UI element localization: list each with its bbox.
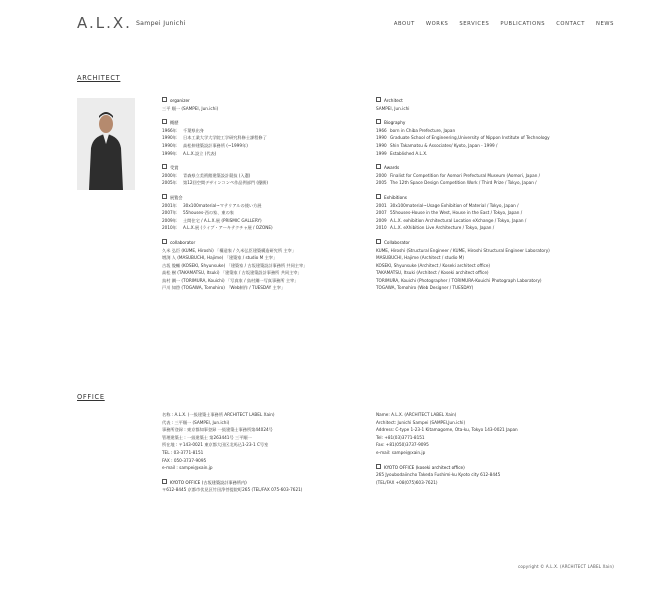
awards-jp-heading: 受賞 bbox=[162, 164, 362, 172]
exhibition-en-row: 2007 55houses-House in the West, House in the East / Tokyo, Japan / bbox=[376, 210, 523, 216]
organizer-block bbox=[162, 97, 362, 112]
awards-en-block bbox=[376, 164, 576, 187]
logo-subtitle: Sampei Junichi bbox=[135, 20, 186, 27]
biography-row: 1966 born in Chiba Prefecture, Japan bbox=[376, 127, 456, 133]
office-en-line: Name: A.L.X. (ARCHITECT LABEL Xain) bbox=[376, 412, 457, 417]
profile-row: 1990年 日本工業大学大学院工学研究科修士課程修了 bbox=[162, 135, 267, 141]
office-en-block bbox=[376, 411, 576, 457]
profile-row: 1999年 A.L.X.設立 (代表) bbox=[162, 150, 217, 156]
exhibition-row: 2001年 30x100material~マテリアルの使い方展 bbox=[162, 202, 262, 208]
collaborator-row: 増渕 人 (MASUBUCHI, Hajime) 「建築家 / studio M 主宰」 bbox=[162, 255, 278, 261]
office-jp-line: FAX : 050-3737-9095 bbox=[162, 457, 207, 463]
nav-publications[interactable]: PUBLICATIONS bbox=[500, 21, 546, 27]
nav-news[interactable]: NEWS bbox=[596, 21, 614, 27]
kyoto-en-line: (TEL/FAX +08(075)603-7621) bbox=[376, 479, 438, 485]
office-en-column bbox=[376, 411, 576, 493]
office-jp-line: 管理建築士 : 一級建築士 第263441号 三平順一 bbox=[162, 434, 252, 440]
architect-portrait bbox=[77, 98, 135, 190]
office-en-line: Tel: +81(03)3771-8151 bbox=[376, 434, 425, 440]
collaborator-en-row: MASUBUCHI, Hajime (Architect / studio M) bbox=[376, 255, 465, 261]
exhibition-en-row: 2010 A.L.X. eXhibition Live Architecture / Tokyo, Japan / bbox=[376, 225, 495, 231]
exhibitions-en-heading: Exhibitions bbox=[376, 194, 576, 202]
architect-section-title: ARCHITECT bbox=[77, 74, 121, 82]
kyoto-en-line: 265 Jyoubodaiincho Takeda Fushimi-ku Kyoto city 612-8445 bbox=[376, 472, 501, 478]
award-en-row: 2005 The 12th Space Design Competition Work / Third Prize / Tokyo, Japan / bbox=[376, 180, 537, 186]
office-jp-block bbox=[162, 411, 362, 472]
collaborator-en-block bbox=[376, 239, 576, 292]
biography-row: 1990 Shin Takamatsu & Associates/ Kyoto, Japan - 1999 / bbox=[376, 142, 498, 148]
organizer-heading: organizer bbox=[162, 97, 362, 105]
exhibitions-jp-block bbox=[162, 194, 362, 232]
portrait-image bbox=[77, 98, 135, 190]
nav-contact[interactable]: CONTACT bbox=[556, 21, 586, 27]
biography-block bbox=[376, 119, 576, 157]
exhibition-en-row: 2009 A.L.X. exhibition Architectural Location eXchange / Tokyo, Japan / bbox=[376, 217, 527, 223]
exhibition-row: 2010年 A.L.X.展 (ライブ・アーキテクチャ展 / OZONE) bbox=[162, 225, 273, 231]
nav-about[interactable]: ABOUT bbox=[393, 21, 415, 27]
collaborator-jp-heading: collaborator bbox=[162, 239, 362, 247]
office-jp-line: 代表 : 三平順一 (SAMPEI, Jun.ichi) bbox=[162, 419, 230, 425]
award-row: 2005年 第12回空間デザインコンペ作品例部門 (優勝) bbox=[162, 180, 269, 186]
office-jp-line: 名称 : A.L.X. (一級建築士事務所 ARCHITECT LABEL Xain) bbox=[162, 412, 275, 417]
awards-en-heading: Awards bbox=[376, 164, 576, 172]
collaborator-row: 高松 樹 (TAKAMATSU, Itsuki) 「建築家 / 古坂建築設計事務所 共同主宰」 bbox=[162, 270, 302, 276]
award-en-row: 2000 Finalist for Competition for Aomori Prefectural Museum (Aomori, Japan / bbox=[376, 172, 541, 178]
collaborator-row: 戸川 知啓 (TOGAWA, Tomohiro) 「Web制作 / TUESDAY 主宰」 bbox=[162, 285, 286, 291]
architect-en-heading: Architect bbox=[376, 97, 576, 105]
collaborator-row: 古坂 俊輔 (KOSEKI, Shyunsuke) 「建築家 / 古坂建築設計事務所 共同主宰」 bbox=[162, 262, 308, 268]
exhibitions-jp-heading: 展覧会 bbox=[162, 194, 362, 202]
office-jp-line: TEL : 03-3771-8151 bbox=[162, 449, 204, 455]
site-header bbox=[77, 16, 614, 36]
collaborator-row: 久米 弘臣 (KUME, Hiroshi) 「構造家 / 久米弘臣建築構造研究所 主宰」 bbox=[162, 247, 296, 253]
copyright: copyright © A.L.X. (ARCHITECT LABEL Xain) bbox=[518, 564, 614, 569]
collaborator-en-row: KOSEKI, Shyunsuke (Architect / Koseki architect office) bbox=[376, 262, 491, 268]
logo-text[interactable]: A.L.X. bbox=[77, 14, 132, 32]
architect-jp-column bbox=[162, 97, 362, 299]
profile-heading: 概歴 bbox=[162, 119, 362, 127]
organizer-name: 三平 順一 (SAMPEI, Jun.ichi) bbox=[162, 105, 219, 111]
collaborator-en-row: KUME, Hiroshi (Structural Engineer / KUME, Hiroshi Structural Engineer Laboratory) bbox=[376, 247, 550, 253]
profile-block bbox=[162, 119, 362, 157]
kyoto-jp-line: 〒612-8445 京都市伏見区竹田浄菩提院町265 (TEL/FAX 075-603-7621) bbox=[162, 487, 303, 493]
office-jp-column bbox=[162, 411, 362, 501]
exhibition-row: 2007年 55houses-西の家、東の家 bbox=[162, 210, 234, 216]
profile-row: 1966年 千葉県出身 bbox=[162, 127, 204, 133]
collaborator-en-row: TORIMURA, Kouichi (Photographer / TORIMURA-Kouichi Photograph Laboratory) bbox=[376, 277, 542, 283]
kyoto-en-heading: KYOTO OFFICE (koseki architect office) bbox=[376, 464, 576, 472]
architect-en-block bbox=[376, 97, 576, 112]
architect-en-name: SAMPEI, Jun.ichi bbox=[376, 105, 410, 111]
office-jp-email[interactable]: e-mail : sampei@xain.jp bbox=[162, 465, 213, 471]
nav-services[interactable]: SERVICES bbox=[459, 21, 490, 27]
office-jp-line: 事務所登録 : 東京都知事登録 一級建築士事務所第44024号 bbox=[162, 427, 273, 433]
profile-row: 1990年 高松伸建築設計事務所 (~1999年) bbox=[162, 142, 248, 148]
biography-heading: Biography bbox=[376, 119, 576, 127]
exhibition-en-row: 2001 30x100material~Usage Exhibition of Material / Tokyo, Japan / bbox=[376, 202, 519, 208]
biography-row: 1990 Graduate School of Engineering,University of Nippon Institute of Technology bbox=[376, 135, 550, 141]
architect-en-column bbox=[376, 97, 576, 299]
awards-jp-block bbox=[162, 164, 362, 187]
collaborator-row: 鳥村 鋼一 (TORIMURA, Kouichi) 「写真家 / 鳥村鋼一写真事務所 主宰」 bbox=[162, 277, 299, 283]
kyoto-jp-heading: KYOTO OFFICE (古坂建築設計事務所内) bbox=[162, 479, 362, 487]
office-en-line: Address: C-type 1-23-1 Kitamagome, Ota-ku, Tokyo 143-0021 Japan bbox=[376, 427, 518, 433]
site-logo[interactable] bbox=[77, 14, 186, 32]
collaborator-en-heading: Collaborator bbox=[376, 239, 576, 247]
office-en-line: Architect: Junichi Sampei (SAMPEI,Jun.ichi) bbox=[376, 419, 466, 425]
collaborator-jp-block bbox=[162, 239, 362, 292]
kyoto-en-block bbox=[376, 464, 576, 487]
office-en-line: Fax: +81(050)3737-9095 bbox=[376, 442, 429, 448]
collaborator-en-row: TOGAWA, Tomohiro (Web Designer / TUESDAY) bbox=[376, 285, 474, 291]
exhibitions-en-block bbox=[376, 194, 576, 232]
kyoto-jp-block bbox=[162, 479, 362, 494]
biography-row: 1999 Established A.L.X. bbox=[376, 150, 428, 156]
award-row: 2000年 青森県立美術館建築設計競技 (入選) bbox=[162, 172, 251, 178]
collaborator-en-row: TAKAMATSU, Itsuki (Architect / Koseki architect office) bbox=[376, 270, 489, 276]
main-nav bbox=[394, 21, 614, 27]
office-section-title: OFFICE bbox=[77, 393, 105, 401]
nav-works[interactable]: WORKS bbox=[425, 21, 449, 27]
office-jp-line: 所在地 : 〒143-0021 東京都大田区北馬込1-23-1 C号室 bbox=[162, 442, 269, 448]
office-en-email[interactable]: e-mail: sampei@xain.jp bbox=[376, 449, 426, 455]
exhibition-row: 2009年 土間住宅 / A.L.X.展 (PRISMIC GALLERY) bbox=[162, 217, 262, 223]
